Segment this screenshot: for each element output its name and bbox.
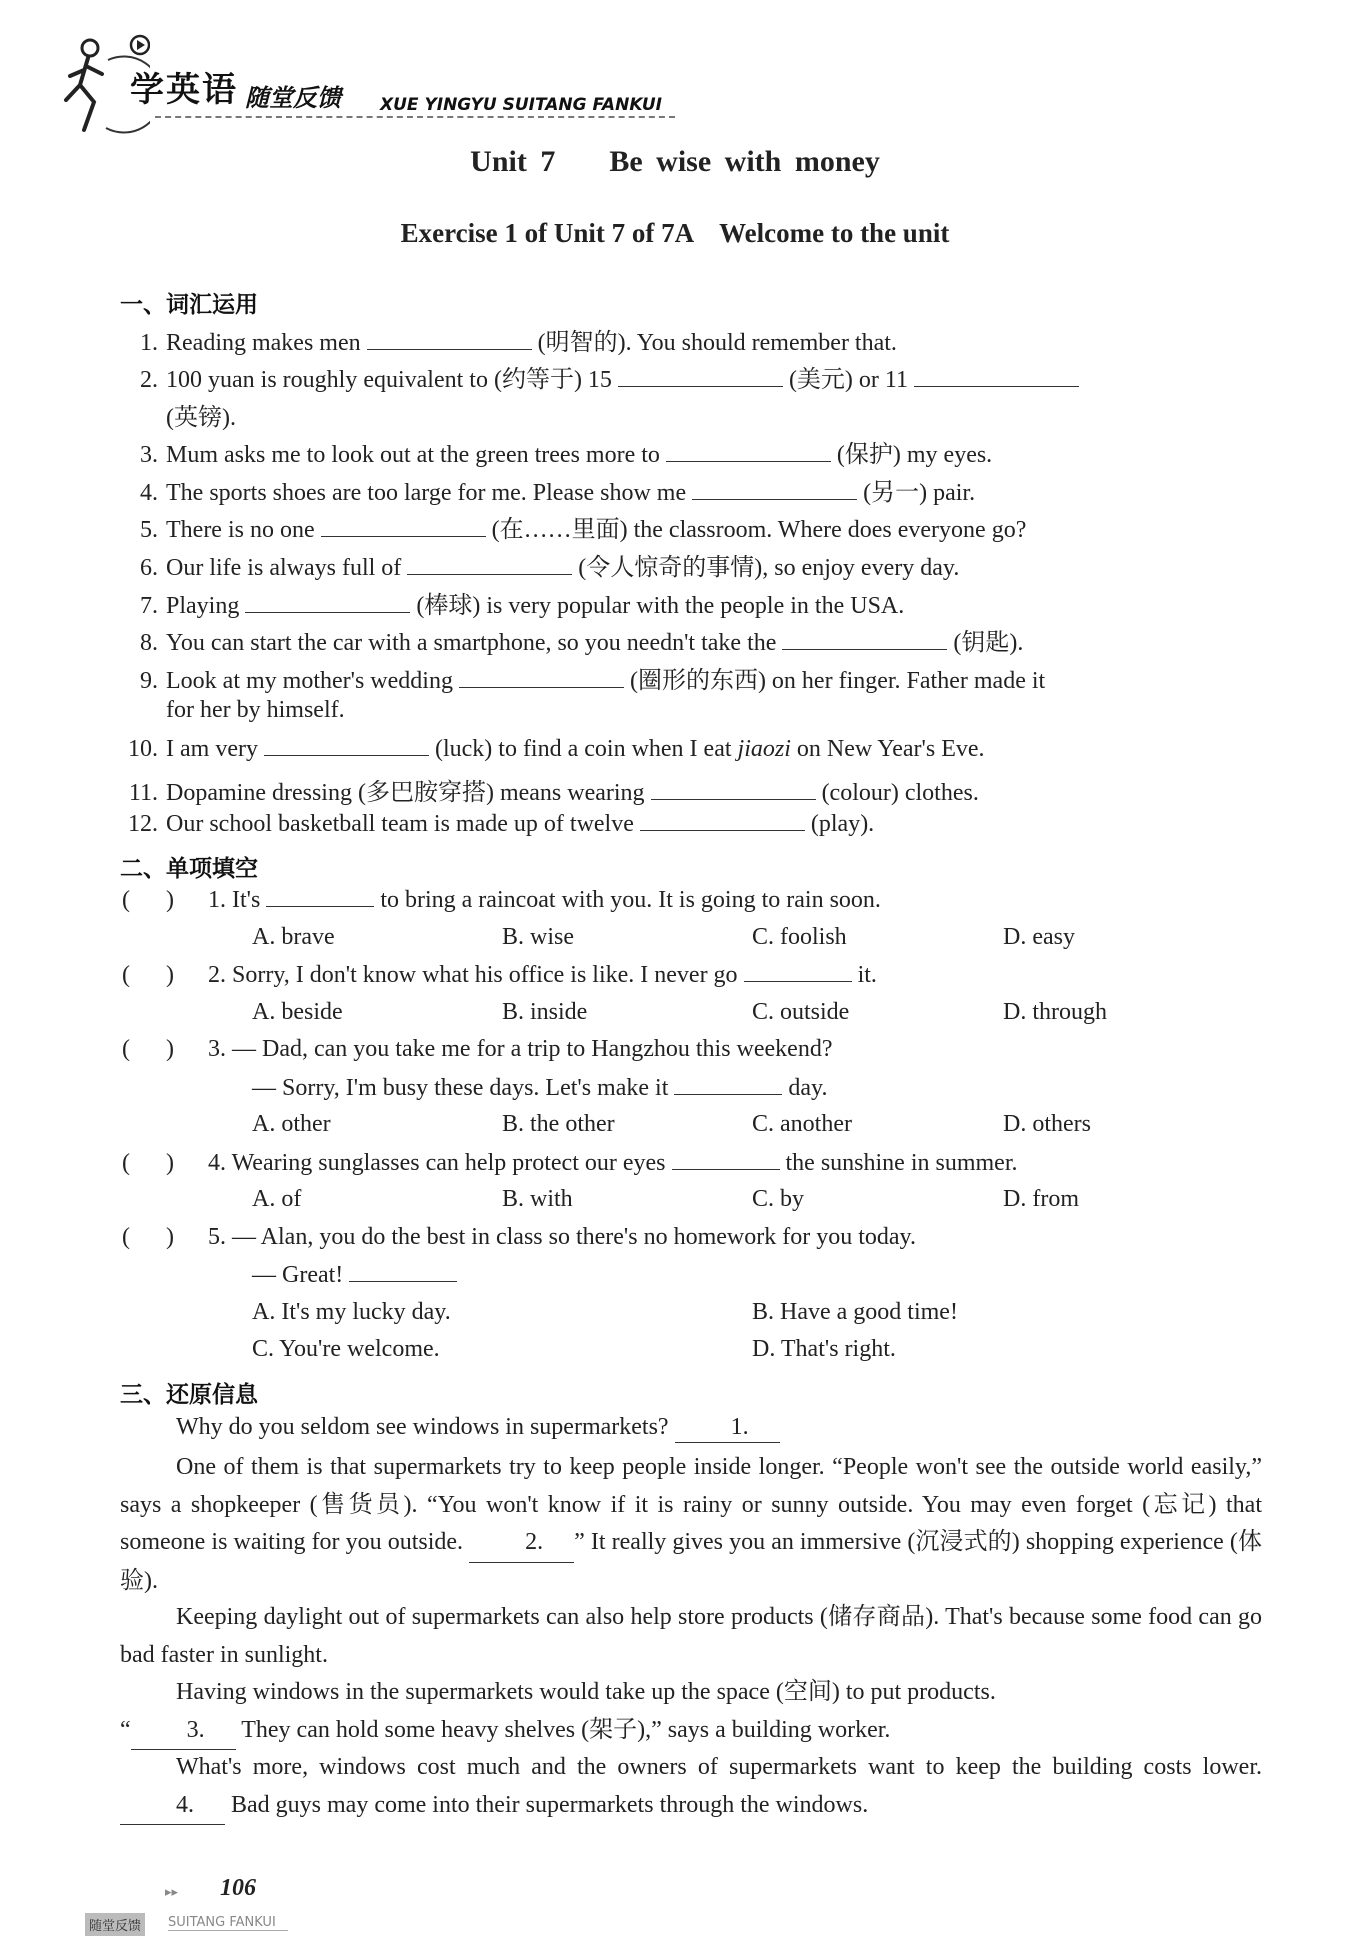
passage-text: “ [120, 1716, 131, 1743]
passage-text: Having windows in the supermarkets would take up the space (空间) to put products. [176, 1679, 996, 1705]
option-a: A. It's my lucky day. [252, 1299, 451, 1325]
vocab-item-1 [120, 322, 897, 357]
answer-paren[interactable]: ( ) [122, 1036, 174, 1062]
vocab-item-11 [120, 772, 979, 807]
passage-text: One of them is that supermarkets try to keep people inside longer. “People won't see the outside world easily,” says a shopkeeper (售货员). “You won't know if it is rainy or sunny outside. You may even forget (忘记) that someone is waiting for you outside. [120, 1454, 1262, 1555]
answer-paren[interactable]: ( ) [122, 1224, 174, 1250]
section1-heading: 一、词汇运用 [120, 292, 258, 318]
footer-tag: 随堂反馈 [85, 1913, 145, 1936]
vocab-item-9 [120, 660, 1045, 695]
answer-blank-3[interactable] [131, 1712, 236, 1751]
item-number: 9. [140, 668, 158, 694]
item-text: — Dad, can you take me for a trip to Hangzhou this weekend? [232, 1036, 833, 1062]
item-number: 10. [128, 736, 158, 762]
option-d: D. easy [1003, 924, 1075, 950]
option-d: D. from [1003, 1186, 1079, 1212]
mc-question-2 [122, 961, 877, 989]
answer-blank[interactable] [914, 366, 1079, 387]
item-number: 1. [140, 330, 158, 356]
item-number: 1. [208, 887, 226, 913]
item-text: (在……里面) the classroom. Where does everyone go? [491, 517, 1027, 543]
item-text: to bring a raincoat with you. It is going to rain soon. [380, 887, 881, 913]
item-text: There is no one [166, 517, 315, 543]
item-text: I am very [166, 736, 258, 762]
answer-blank[interactable] [245, 592, 410, 613]
item-text: (钥匙). [953, 630, 1024, 656]
footer-pinyin: SUITANG FANKUI [168, 1915, 288, 1931]
option-b: B. inside [502, 999, 588, 1025]
item-number: 12. [128, 811, 158, 837]
item-text: — Great! [252, 1262, 344, 1288]
item-text: (luck) to find a coin when I eat [434, 736, 732, 762]
answer-blank[interactable] [459, 667, 624, 688]
answer-blank-2[interactable] [469, 1524, 574, 1563]
answer-paren[interactable]: ( ) [122, 887, 174, 913]
item-text: (棒球) is very popular with the people in the USA. [416, 593, 905, 619]
item-number: 2. [140, 367, 158, 393]
answer-blank[interactable] [782, 629, 947, 650]
vocab-item-12 [120, 810, 874, 838]
vocab-item-2 [120, 359, 1079, 394]
passage-paragraph-4 [120, 1674, 1262, 1750]
item-number: 4. [208, 1150, 226, 1176]
item-text: Sorry, I don't know what his office is like. I never go [232, 962, 738, 988]
vocab-item-8 [120, 622, 1023, 657]
item-text: Dopamine dressing (多巴胺穿搭) means wearing [166, 780, 645, 806]
item-text: The sports shoes are too large for me. Please show me [166, 480, 687, 506]
item-text: Reading makes men [166, 330, 361, 356]
arrow-icon: ▸▸ [165, 1885, 179, 1900]
option-a: A. other [252, 1111, 331, 1137]
option-d: D. through [1003, 999, 1107, 1025]
mc-question-5-reply [252, 1261, 457, 1289]
item-number: 5. [140, 517, 158, 543]
blank-number: 2. [525, 1529, 544, 1555]
page-footer [85, 1875, 385, 1945]
item-text: Playing [166, 593, 240, 619]
answer-blank[interactable] [367, 329, 532, 350]
section3-heading: 三、还原信息 [120, 1382, 258, 1408]
unit-title: Unit 7 Be wise with money [470, 145, 880, 178]
mc-question-3-reply [252, 1074, 827, 1102]
answer-blank[interactable] [264, 735, 429, 756]
answer-blank [266, 886, 374, 907]
item-text: day. [788, 1075, 828, 1101]
answer-blank[interactable] [651, 779, 816, 800]
option-a: A. brave [252, 924, 335, 950]
item-text: (保护) my eyes. [836, 442, 993, 468]
answer-blank[interactable] [692, 479, 857, 500]
section2-heading: 二、单项填空 [120, 856, 258, 882]
answer-blank [672, 1149, 780, 1170]
passage-text: Why do you seldom see windows in supermarkets? [176, 1414, 669, 1440]
item-text: on New Year's Eve. [796, 736, 985, 762]
item-number: 2. [208, 962, 226, 988]
item-text: Our school basketball team is made up of twelve [166, 811, 634, 837]
mc-question-1 [122, 886, 881, 914]
item-number: 11. [128, 780, 158, 806]
option-d: D. That's right. [752, 1336, 896, 1362]
option-b: B. with [502, 1186, 573, 1212]
passage-text: What's more, windows cost much and the owners of supermarkets want to keep the building costs lower. [176, 1754, 1262, 1780]
answer-blank[interactable] [666, 441, 831, 462]
item-text: — Alan, you do the best in class so there's no homework for you today. [232, 1224, 916, 1250]
item-number: 3. [140, 442, 158, 468]
item-number: 3. [208, 1036, 226, 1062]
item-number: 8. [140, 630, 158, 656]
item-text: Look at my mother's wedding [166, 668, 453, 694]
item-text: the sunshine in summer. [785, 1150, 1018, 1176]
answer-blank-1[interactable] [675, 1412, 780, 1443]
item-text: It's [232, 887, 261, 913]
passage-text: ” It really gives you an immersive (沉浸式的) shopping experience (体验). [120, 1529, 1263, 1594]
exercise-title: Exercise 1 of Unit 7 of 7A Welcome to the unit [400, 218, 950, 248]
passage-text: They can hold some heavy shelves (架子),” says a building worker. [241, 1716, 891, 1743]
vocab-item-3 [120, 434, 992, 469]
passage-paragraph-2 [120, 1449, 1262, 1600]
vocab-item-10 [120, 735, 985, 763]
mc-question-4 [122, 1149, 1017, 1177]
option-c: C. You're welcome. [252, 1336, 440, 1362]
item-number: 6. [140, 555, 158, 581]
blank-number: 3. [186, 1716, 205, 1743]
item-number: 5. [208, 1224, 226, 1250]
option-b: B. wise [502, 924, 574, 950]
vocab-item-5 [120, 509, 1026, 544]
vocab-item-4 [120, 472, 975, 507]
option-c: C. outside [752, 999, 850, 1025]
answer-blank [674, 1074, 782, 1095]
option-b: B. Have a good time! [752, 1299, 958, 1325]
item-text: Our life is always full of [166, 555, 402, 581]
option-c: C. another [752, 1111, 852, 1137]
answer-paren[interactable]: ( ) [122, 962, 174, 988]
answer-blank[interactable] [407, 554, 572, 575]
item-text: You can start the car with a smartphone, so you needn't take the [166, 630, 777, 656]
item-text: (美元) or 11 [788, 367, 909, 393]
item-text: (令人惊奇的事情), so enjoy every day. [578, 555, 960, 581]
answer-blank[interactable] [321, 516, 486, 537]
answer-blank[interactable] [640, 810, 805, 831]
item-text: (colour) clothes. [821, 780, 979, 806]
answer-blank[interactable] [618, 366, 783, 387]
option-a: A. beside [252, 999, 343, 1025]
header-divider [155, 116, 675, 118]
item-text: (圈形的东西) on her finger. Father made it [629, 668, 1046, 694]
item-text: (明智的). You should remember that. [537, 330, 897, 356]
passage-intro [120, 1412, 1262, 1443]
brand-subtitle: 随堂反馈 [245, 84, 341, 112]
blank-number: 1. [730, 1414, 749, 1440]
mc-question-3 [122, 1036, 832, 1063]
answer-paren[interactable]: ( ) [122, 1150, 174, 1176]
blank-number: 4. [176, 1791, 194, 1818]
answer-blank-4[interactable] [120, 1787, 225, 1826]
answer-blank [349, 1261, 457, 1282]
item-text: 100 yuan is roughly equivalent to (约等于) 15 [166, 367, 612, 393]
option-b: B. the other [502, 1111, 615, 1137]
item-number: 4. [140, 480, 158, 506]
item-number: 7. [140, 593, 158, 619]
passage-paragraph-5 [120, 1749, 1262, 1825]
passage-paragraph-3: Keeping daylight out of supermarkets can also help store products (储存商品). That's because some food can go bad faster in sunlight. [120, 1604, 1262, 1668]
vocab-item-9-cont: for her by himself. [166, 697, 345, 723]
option-d: D. others [1003, 1111, 1091, 1137]
option-c: C. foolish [752, 924, 847, 950]
brand-title: 学英语 [130, 70, 238, 110]
passage-text: Bad guys may come into their supermarkets through the windows. [231, 1791, 869, 1818]
vocab-item-6 [120, 547, 959, 582]
answer-blank [744, 961, 852, 982]
item-text: Mum asks me to look out at the green trees more to [166, 442, 660, 468]
brand-pinyin: XUE YINGYU SUITANG FANKUI [380, 95, 663, 115]
item-text: — Sorry, I'm busy these days. Let's make it [252, 1075, 669, 1101]
page-header [60, 30, 700, 140]
mc-question-5 [122, 1224, 916, 1251]
vocab-item-7 [120, 585, 904, 620]
option-c: C. by [752, 1186, 805, 1212]
item-text: Wearing sunglasses can help protect our eyes [231, 1150, 666, 1176]
page-number: 106 [220, 1875, 256, 1901]
item-italic: jiaozi [737, 736, 791, 762]
item-text: it. [857, 962, 877, 988]
item-text: (另一) pair. [863, 480, 976, 506]
option-a: A. of [252, 1186, 302, 1212]
vocab-item-2-cont: (英镑). [166, 405, 236, 431]
item-text: (play). [810, 811, 875, 837]
